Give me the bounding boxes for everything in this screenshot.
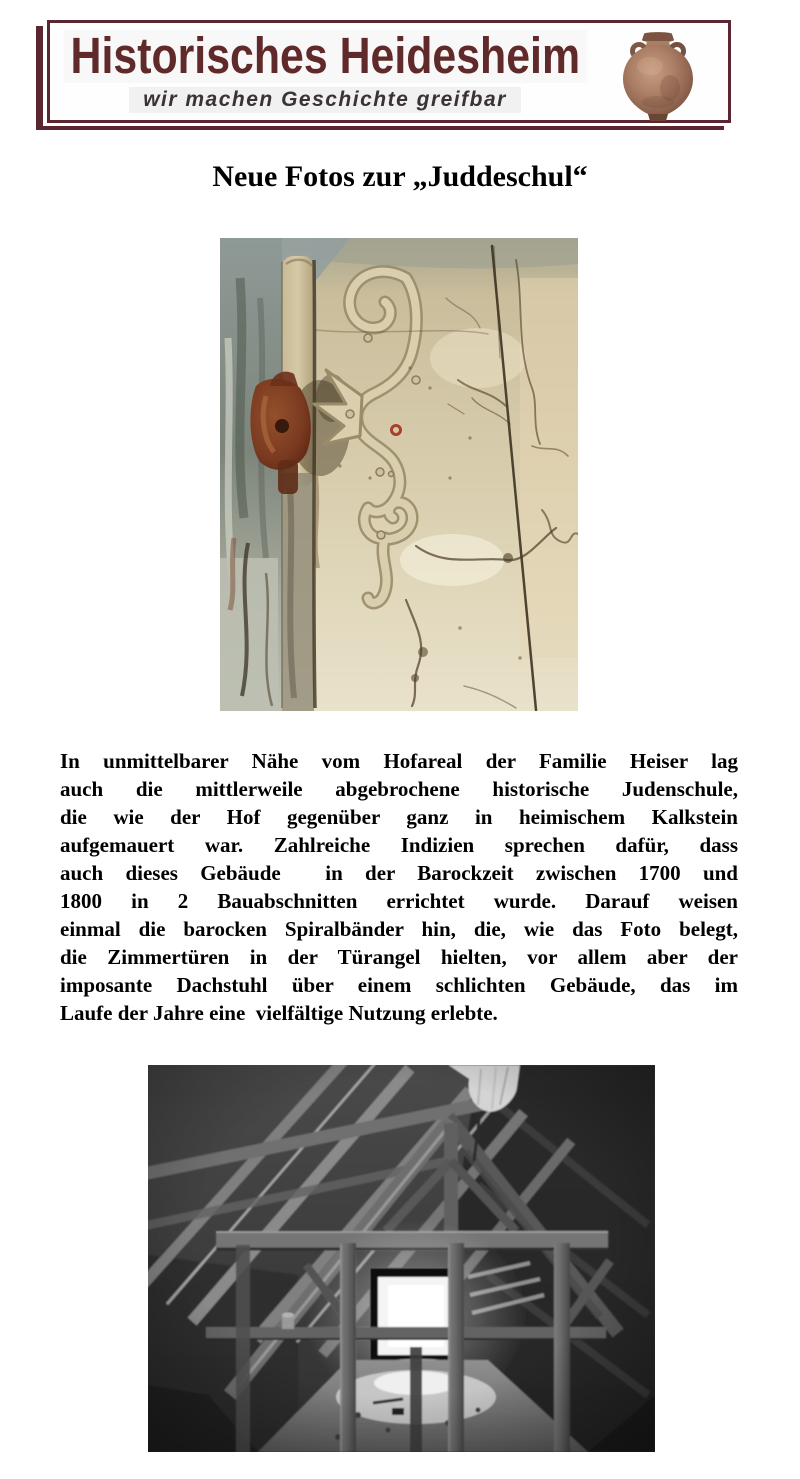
site-banner xyxy=(47,20,731,123)
paragraph-line: auch die mittlerweile abgebrochene historische Judenschule, xyxy=(60,777,738,801)
article-paragraph xyxy=(60,747,738,1027)
paragraph-line: imposante Dachstuhl über einem schlichten Gebäude, das im xyxy=(60,973,738,997)
article-heading: Neue Fotos zur „Juddeschul“ xyxy=(212,160,588,193)
paragraph-line: aufgemauert war. Zahlreiche Indizien sprechen dafür, dass xyxy=(60,833,738,857)
paragraph-line: 1800 in 2 Bauabschnitten errichtet wurde. Darauf weisen xyxy=(60,889,738,913)
door-hinge-photo xyxy=(220,238,578,711)
paragraph-line: einmal die barocken Spiralbänder hin, die, wie das Foto belegt, xyxy=(60,917,738,941)
amphora-icon xyxy=(616,28,700,124)
paragraph-line: auch dieses Gebäude in der Barockzeit zwischen 1700 und xyxy=(60,861,738,885)
paragraph-line: Laufe der Jahre eine vielfältige Nutzung erlebte. xyxy=(60,1001,498,1025)
site-title: Historisches Heidesheim xyxy=(64,30,587,82)
paragraph-line: die wie der Hof gegenüber ganz in heimischem Kalkstein xyxy=(60,805,738,829)
paragraph-line: In unmittelbarer Nähe vom Hofareal der Familie Heiser lag xyxy=(60,749,738,773)
paragraph-line: die Zimmertüren in der Türangel hielten, vor allem aber der xyxy=(60,945,738,969)
attic-roof-photo xyxy=(148,1065,655,1452)
site-tagline: wir machen Geschichte greifbar xyxy=(129,87,521,113)
